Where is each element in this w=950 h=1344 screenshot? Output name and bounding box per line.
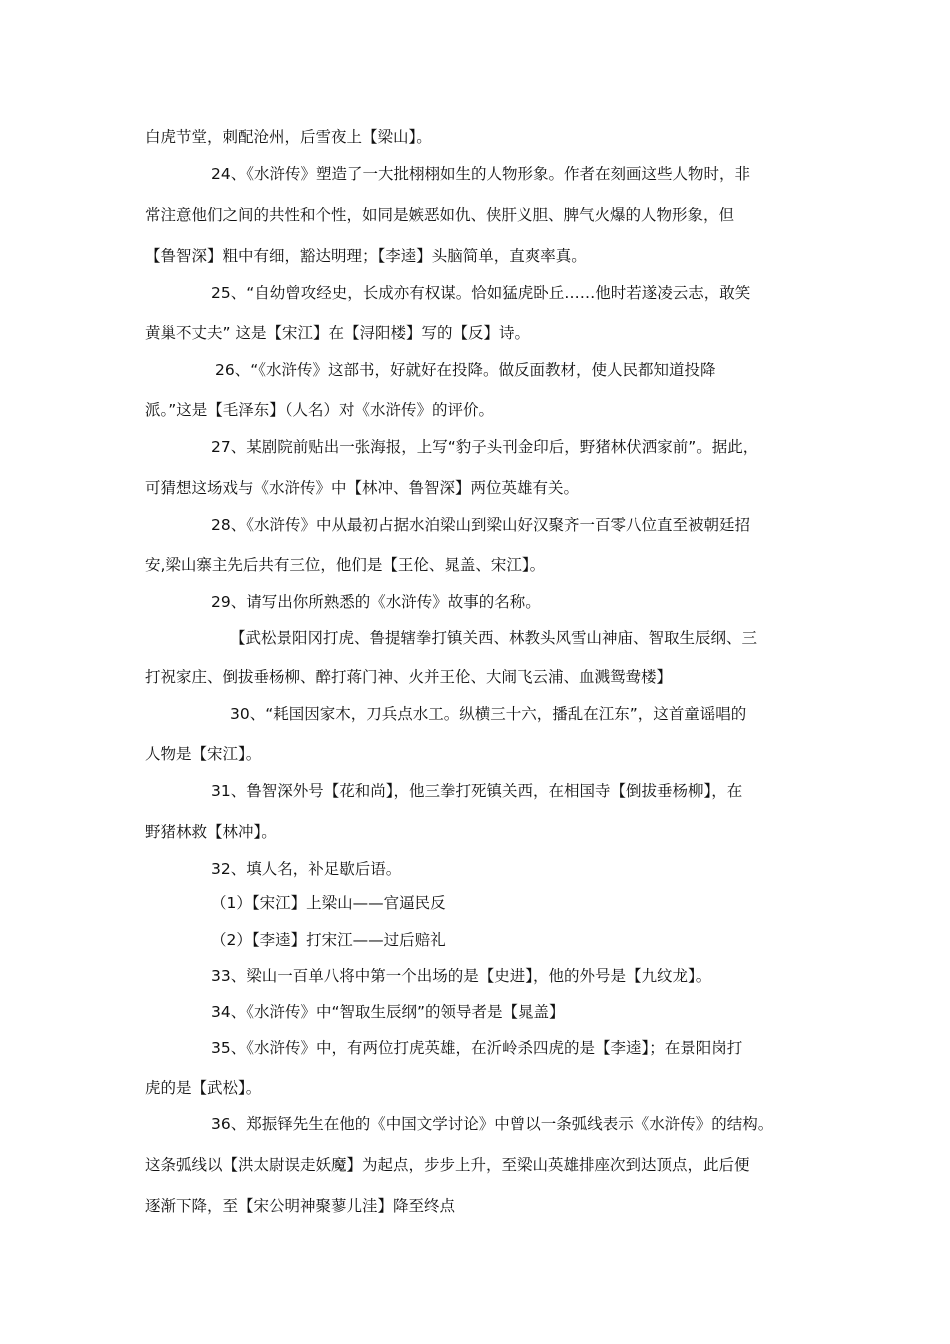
text-line: 黄巢不丈夫” 这是【宋江】在【浔阳楼】写的【反】诗。 [145,324,530,342]
text-line: 36、郑振铎先生在他的《中国文学讨论》中曾以一条弧线表示《水浒传》的结构。 [211,1115,774,1133]
text-line: 派。”这是【毛泽东】（人名）对《水浒传》的评价。 [145,401,495,419]
text-line: 【武松景阳冈打虎、鲁提辖拳打镇关西、林教头风雪山神庙、智取生辰纲、三 [230,629,758,647]
text-line: 安,梁山寨主先后共有三位，他们是【王伦、晁盖、宋江】。 [145,556,546,574]
text-line: 33、梁山一百单八将中第一个出场的是【史进】，他的外号是【九纹龙】。 [211,967,712,985]
text-line: 可猜想这场戏与《水浒传》中【林冲、鲁智深】两位英雄有关。 [145,479,580,497]
text-line: 野猪林救【林冲】。 [145,823,277,841]
text-line: 35、《水浒传》中，有两位打虎英雄，在沂岭杀四虎的是【李逵】；在景阳岗打 [211,1039,743,1057]
text-line: 打祝家庄、倒拔垂杨柳、醉打蒋门神、火并王伦、大闹飞云浦、血溅鸳鸯楼】 [145,668,673,686]
text-line: 【鲁智深】粗中有细，豁达明理；【李逵】头脑简单，直爽率真。 [145,247,587,265]
text-line: 30、“耗国因家木，刀兵点水工。纵横三十六，播乱在江东”，这首童谣唱的 [230,705,747,723]
text-line: 虎的是【武松】。 [145,1079,262,1097]
text-line: 24、《水浒传》塑造了一大批栩栩如生的人物形象。作者在刻画这些人物时，非 [211,165,750,183]
text-line: 34、《水浒传》中“智取生辰纲”的领导者是【晁盖】 [211,1003,565,1021]
text-line: 27、某剧院前贴出一张海报，上写“豹子头刊金印后，野猪林伏洒家前”。据此， [211,438,759,456]
text-line: 28、《水浒传》中从最初占据水泊梁山到梁山好汉聚齐一百零八位直至被朝廷招 [211,516,750,534]
text-line: 人物是【宋江】。 [145,745,262,763]
text-line: （1）【宋江】上梁山——官逼民反 [211,894,446,912]
text-line: 26、“《水浒传》这部书，好就好在投降。做反面教材，使人民都知道投降 [215,361,716,379]
text-line: 这条弧线以【洪太尉误走妖魔】为起点，步步上升，至梁山英雄排座次到达顶点，此后便 [145,1156,750,1174]
text-line: 白虎节堂，刺配沧州，后雪夜上【梁山】。 [145,128,432,146]
text-line: 常注意他们之间的共性和个性，如同是嫉恶如仇、侠肝义胆、脾气火爆的人物形象，但 [145,206,735,224]
text-line: （2）【李逵】打宋江——过后赔礼 [211,931,446,949]
text-line: 32、填人名，补足歇后语。 [211,860,402,878]
text-line: 31、鲁智深外号【花和尚】，他三拳打死镇关西，在相国寺【倒拔垂杨柳】，在 [211,782,743,800]
text-line: 29、请写出你所熟悉的《水浒传》故事的名称。 [211,593,541,611]
text-line: 逐渐下降，至【宋公明神聚蓼儿洼】降至终点 [145,1197,456,1215]
text-line: 25、“自幼曾攻经史，长成亦有权谋。恰如猛虎卧丘……他时若遂凌云志，敢笑 [211,284,751,302]
